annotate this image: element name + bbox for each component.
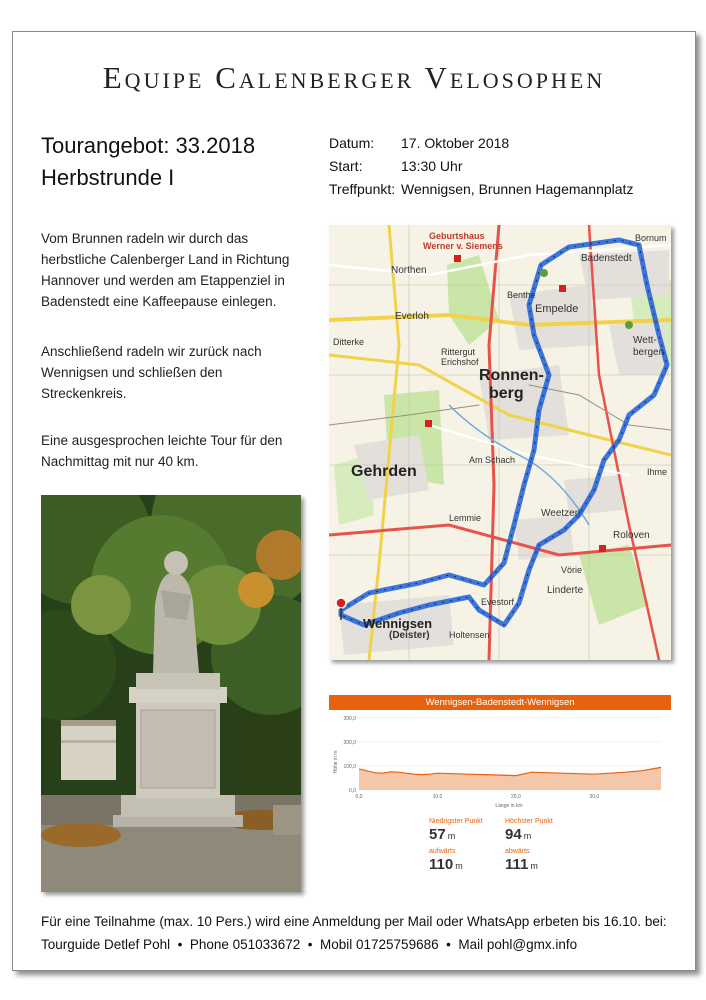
page-title: Equipe Calenberger Velosophen: [102, 60, 606, 95]
elevation-area: [359, 767, 661, 790]
tour-number: Tourangebot: 33.2018: [41, 133, 256, 158]
elevation-ytick: 200,0: [343, 740, 356, 746]
map-label-wettbergen-2: bergen: [633, 347, 665, 358]
separator: •: [177, 937, 183, 952]
up-label: aufwärts: [429, 848, 456, 855]
map-label-lemmie: Lemmie: [449, 513, 482, 523]
elevation-xtick: 0,0: [355, 794, 363, 800]
route-map-image: [329, 225, 671, 660]
elevation-ylabel: Höhe in m: [333, 750, 339, 774]
date-label: Datum:: [329, 135, 375, 151]
map-label-benthe: Benthe: [507, 290, 536, 300]
map-label-rittergut: Rittergut: [441, 347, 476, 357]
map-label-wettbergen-1: Wett-: [633, 335, 657, 346]
lowest-label: Niedrigster Punkt: [429, 818, 483, 825]
elevation-xtick: 30,0: [589, 794, 600, 800]
start-label: Start:: [329, 158, 363, 174]
separator: •: [307, 937, 313, 952]
phone-number: Phone 051033672: [189, 937, 301, 952]
map-label-ronnenberg-2: berg: [489, 385, 524, 402]
map-label-siemens: Werner v. Siemens: [423, 241, 503, 251]
map-label-wennigsen: Wennigsen: [363, 616, 433, 631]
map-label-voerie: Vörie: [561, 565, 583, 575]
map-label-deister: (Deister): [389, 630, 430, 641]
elevation-xtick: 20,0: [511, 794, 521, 800]
map-label-am-schach: Am Schach: [469, 455, 516, 465]
elevation-chart: [329, 710, 671, 810]
up-value: 110 m: [429, 856, 463, 873]
map-label-roloven: Roloven: [613, 530, 650, 541]
map-label-badenstedt: Badenstedt: [581, 253, 632, 264]
statue-photo-image: [41, 495, 301, 892]
map-label-weetzen: Weetzen: [541, 508, 581, 519]
map-label-linderte: Linderte: [547, 585, 584, 596]
elevation-profile: [329, 695, 671, 875]
description-paragraph-1: Vom Brunnen radeln wir durch das herbstliche Calenberger Land in Richtung Hannover und werden am Etappenziel in Badenstedt eine Kaffeepause einlegen.: [41, 231, 290, 309]
map-label-geburtshaus: Geburtshaus: [429, 231, 485, 241]
footer-contact: [41, 933, 667, 956]
footer-registration: Für eine Teilnahme (max. 10 Pers.) wird eine Anmeldung per Mail oder WhatsApp erbeten bis 16.10. bei:: [41, 914, 667, 929]
highest-value: 94 m: [505, 826, 532, 843]
tour-info: [329, 132, 633, 201]
map-label-evestorf: Evestorf: [481, 597, 515, 607]
elevation-xlabel: Länge in km: [495, 803, 523, 809]
map-label-ihme: Ihme: [647, 467, 668, 477]
elevation-xtick: 10,0: [432, 794, 443, 800]
map-label-empelde: Empelde: [535, 303, 579, 315]
date-value: 17. Oktober 2018: [401, 135, 510, 151]
meeting-label: Treffpunkt:: [329, 181, 396, 197]
meeting-value: Wennigsen, Brunnen Hagemannplatz: [401, 181, 634, 197]
down-value: 111 m: [505, 856, 538, 873]
map-label-northen: Northen: [391, 265, 427, 276]
map-label-erichshof: Erichshof: [441, 357, 479, 367]
separator: •: [446, 937, 451, 952]
elevation-ytick: 0,0: [349, 788, 356, 794]
map-label-everloh: Everloh: [395, 311, 429, 322]
guide-name: Tourguide Detlef Pohl: [41, 937, 171, 952]
route-map: [329, 225, 671, 660]
tour-name: Herbstrunde I: [41, 165, 175, 190]
elevation-ytick: 100,0: [343, 764, 356, 770]
flyer-page: [12, 31, 696, 971]
start-value: 13:30 Uhr: [401, 158, 463, 174]
description-paragraph-2: Anschließend radeln wir zurück nach Wennigsen und schließen den Streckenkreis.: [41, 344, 262, 401]
highest-label: Höchster Punkt: [505, 818, 553, 825]
map-label-ronnenberg-1: Ronnen-: [479, 367, 544, 384]
footer: [41, 910, 667, 956]
email-address: Mail pohl@gmx.info: [458, 937, 578, 952]
elevation-ytick: 300,0: [343, 716, 356, 722]
down-label: abwärts: [505, 848, 530, 855]
map-label-ditterke: Ditterke: [333, 337, 365, 347]
description-paragraph-3: Eine ausgesprochen leichte Tour für den Nachmittag mit nur 40 km.: [41, 433, 283, 469]
map-label-bornum: Bornum: [635, 233, 667, 243]
map-label-gehrden: Gehrden: [351, 463, 417, 480]
lowest-value: 57 m: [429, 826, 456, 843]
statue-photo: [41, 495, 301, 892]
map-label-holtensen: Holtensen: [449, 630, 490, 640]
mobile-number: Mobil 01725759686: [320, 937, 439, 952]
elevation-title: Wennigsen-Badenstedt-Wennigsen: [329, 695, 671, 710]
